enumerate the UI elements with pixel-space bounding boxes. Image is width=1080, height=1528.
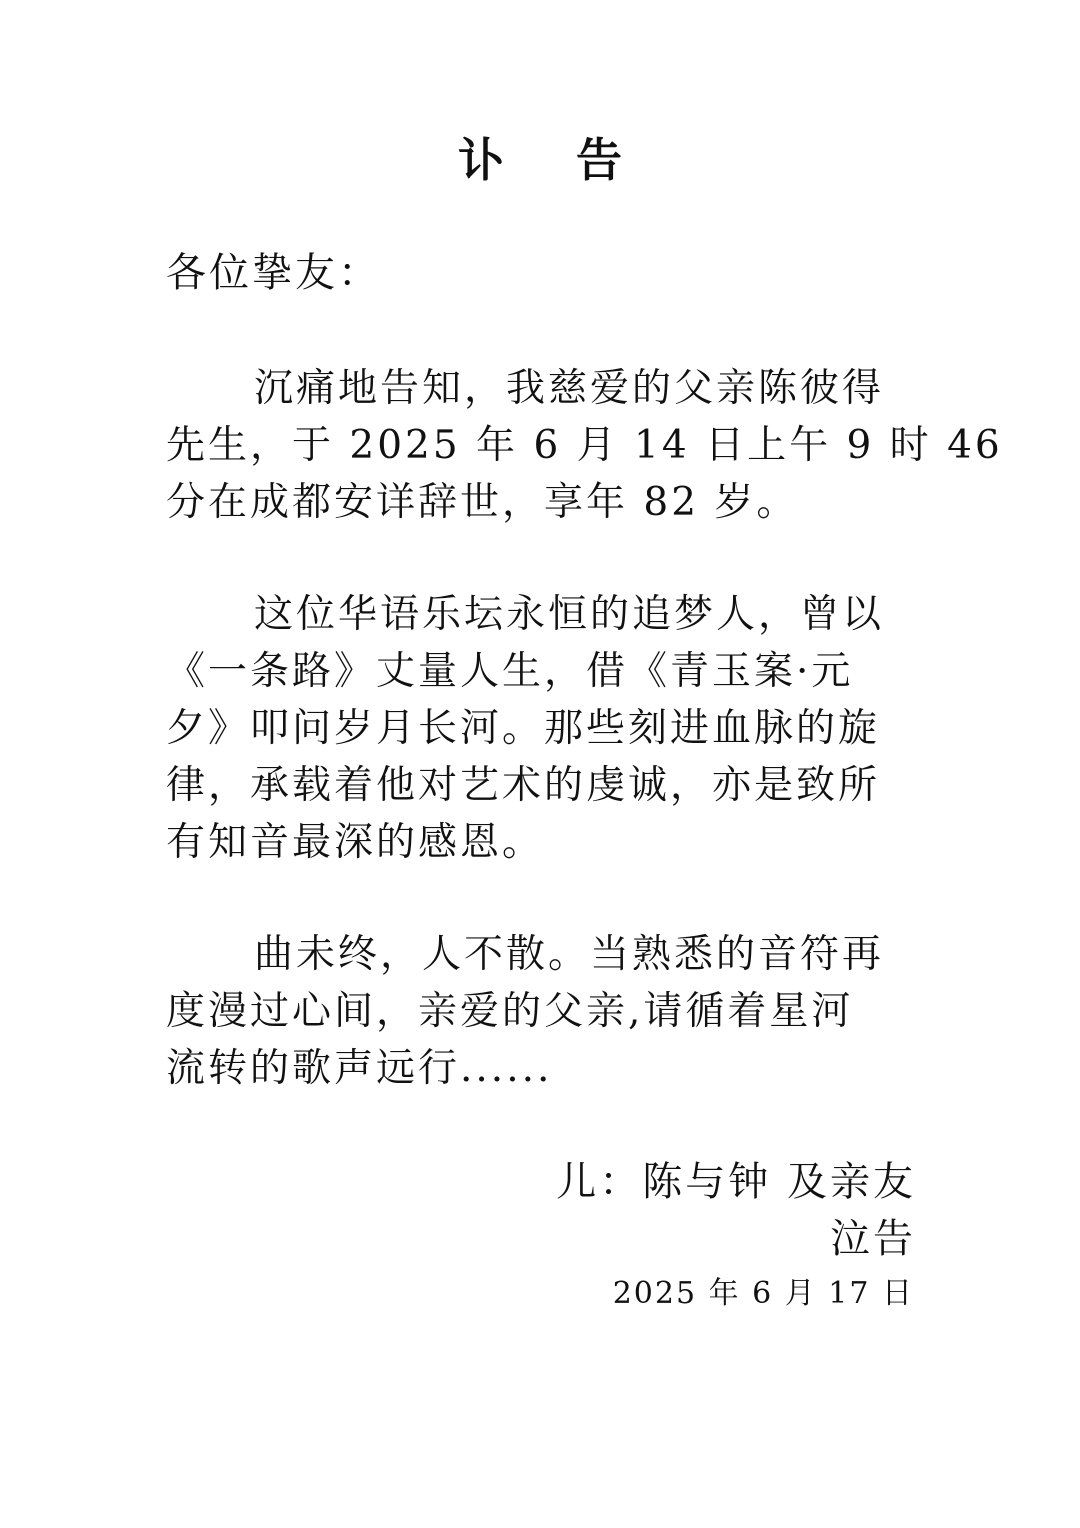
paragraph-line: 曲未终，人不散。当熟悉的音符再 [254,932,885,977]
paragraph-line: 度漫过心间，亲爱的父亲,请循着星河 [166,989,854,1034]
paragraph-announcement [166,360,1003,531]
paragraph-line: 沉痛地告知，我慈爱的父亲陈彼得 [254,366,885,411]
paragraph-farewell [166,926,918,1097]
paragraph-line: 先生，于 2025 年 6 月 14 日上午 9 时 46 [166,423,1003,468]
signature-names: 儿：陈与钟 及亲友 [556,1159,916,1205]
paragraph-line: 流转的歌声远行...... [166,1046,553,1091]
paragraph-line: 有知音最深的感恩。 [166,820,545,865]
paragraph-tribute [166,586,918,871]
paragraph-line: 律，承载着他对艺术的虔诚，亦是致所 [166,763,881,808]
paragraph-line: 分在成都安详辞世，享年 82 岁。 [166,480,799,525]
paragraph-line: 这位华语乐坛永恒的追梦人，曾以 [254,592,885,637]
paragraph-line: 《一条路》丈量人生，借《青玉案·元 [166,649,854,694]
document-date: 2025 年 6 月 17 日 [612,1276,914,1311]
document-title: 讣 告 [457,133,650,187]
paragraph-line: 夕》叩问岁月长河。那些刻进血脉的旋 [166,706,881,751]
signature-closing: 泣告 [830,1216,916,1262]
salutation: 各位挚友： [166,250,381,296]
